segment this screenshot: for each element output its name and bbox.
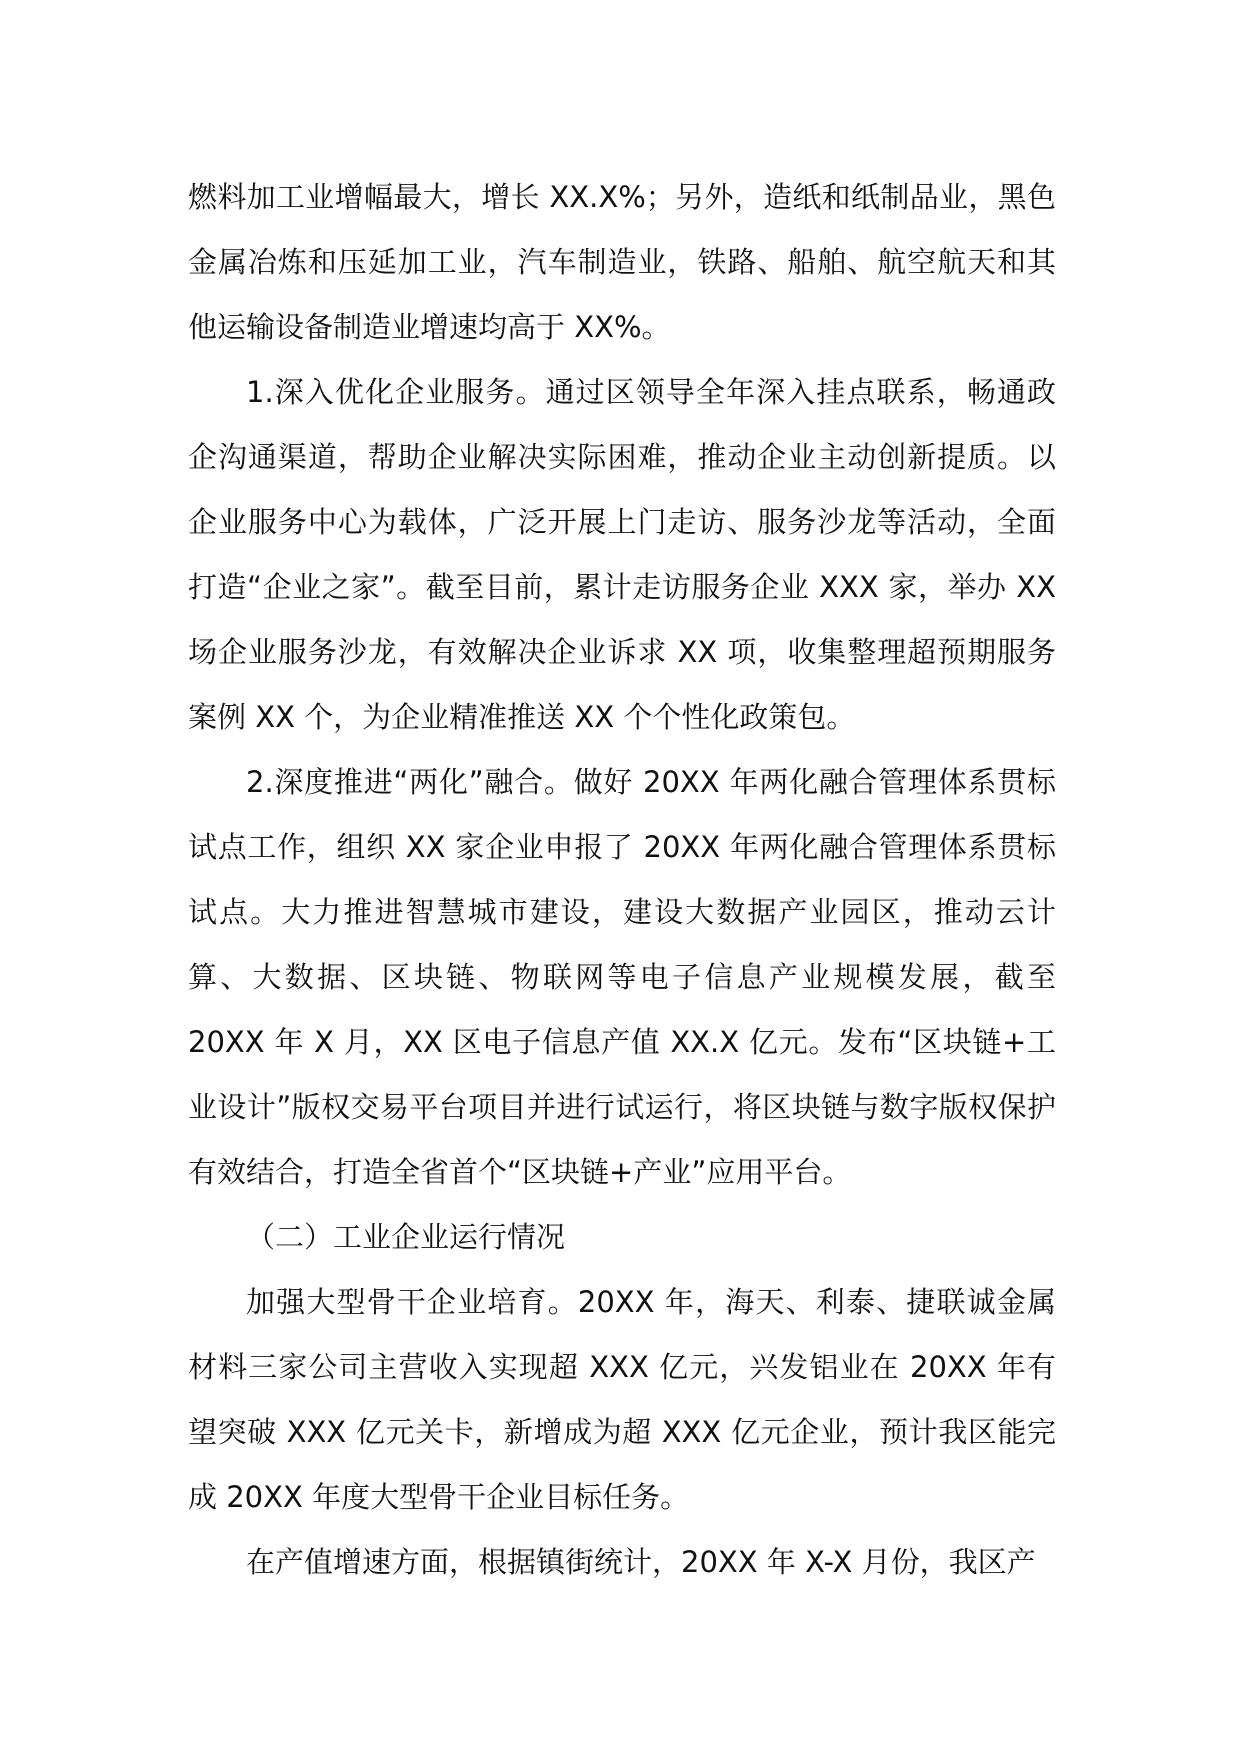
section-heading: （二）工业企业运行情况 xyxy=(246,1220,566,1254)
paragraph-backbone-enterprises: 加强大型骨干企业培育。20XX 年，海天、利泰、捷联诚金属材料三家公司主营收入实现超 XXX 亿元，兴发铝业在 20XX 年有望突破 XXX 亿元关卡，新增成为超 XXX 亿元企业，预计我区能完成 20XX 年度大型骨干企业目标任务。 xyxy=(188,1285,1056,1514)
document-body xyxy=(188,165,1056,1595)
paragraph-output-growth: 在产值增速方面，根据镇街统计，20XX 年 X-X 月份，我区产 xyxy=(246,1545,1036,1579)
paragraph-continuation: 燃料加工业增幅最大，增长 XX.X%；另外，造纸和纸制品业，黑色金属冶炼和压延加工业，汽车制造业，铁路、船舶、航空航天和其他运输设备制造业增速均高于 XX%。 xyxy=(188,180,1056,344)
paragraph-enterprise-service: 1.深入优化企业服务。通过区领导全年深入挂点联系，畅通政企沟通渠道，帮助企业解决实际困难，推动企业主动创新提质。以企业服务中心为载体，广泛开展上门走访、服务沙龙等活动，全面打造“企业之家”。截至目前，累计走访服务企业 XXX 家，举办 XX 场企业服务沙龙，有效解决企业诉求 XX 项，收集整理超预期服务案例 XX 个，为企业精准推送 XX 个个性化政策包。 xyxy=(188,375,1056,734)
paragraph-integration: 2.深度推进“两化”融合。做好 20XX 年两化融合管理体系贯标试点工作，组织 XX 家企业申报了 20XX 年两化融合管理体系贯标试点。大力推进智慧城市建设，建设大数据产业园区，推动云计算、大数据、区块链、物联网等电子信息产业规模发展，截至 20XX 年 X 月，XX 区电子信息产值 XX.X 亿元。发布“区块链+工业设计”版权交易平台项目并进行试运行，将区块链与数字版权保护有效结合，打造全省首个“区块链+产业”应用平台。 xyxy=(188,765,1056,1189)
